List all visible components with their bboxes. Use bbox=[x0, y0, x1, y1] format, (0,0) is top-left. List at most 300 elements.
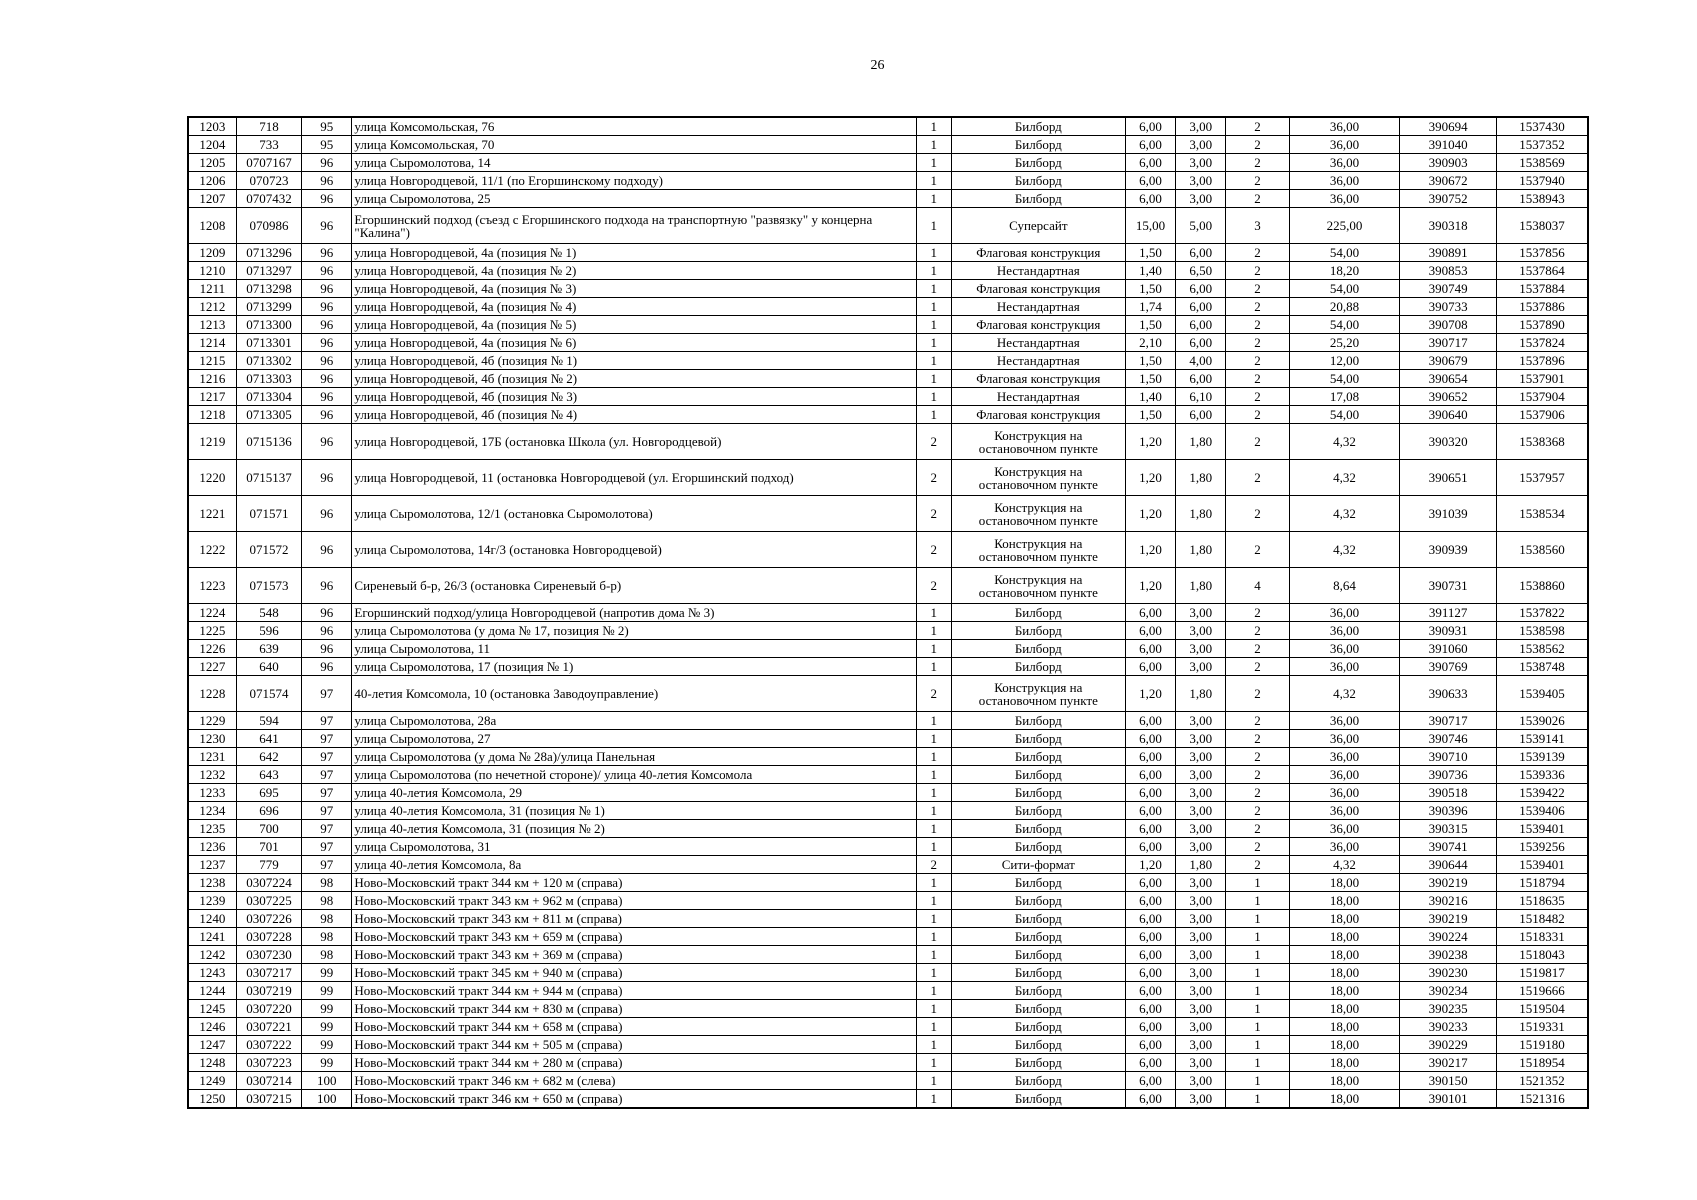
cell-address: улица 40-летия Комсомола, 29 bbox=[352, 784, 916, 802]
cell-cls: 1 bbox=[916, 208, 951, 244]
cell-x: 390318 bbox=[1400, 208, 1497, 244]
cell-n: 1225 bbox=[188, 622, 236, 640]
cell-y: 1537906 bbox=[1496, 406, 1588, 424]
cell-h: 5,00 bbox=[1176, 208, 1226, 244]
cell-y: 1538562 bbox=[1496, 640, 1588, 658]
cell-type: Флаговая конструкция bbox=[951, 316, 1125, 334]
cell-cls: 1 bbox=[916, 802, 951, 820]
cell-h: 3,00 bbox=[1176, 892, 1226, 910]
cell-x: 391039 bbox=[1400, 496, 1497, 532]
cell-code: 639 bbox=[236, 640, 301, 658]
cell-type: Билборд bbox=[951, 712, 1125, 730]
cell-w: 1,74 bbox=[1125, 298, 1175, 316]
cell-address: Ново-Московский тракт 343 км + 369 м (справа) bbox=[352, 946, 916, 964]
table-row bbox=[188, 424, 1588, 460]
cell-y: 1537904 bbox=[1496, 388, 1588, 406]
cell-cls: 1 bbox=[916, 892, 951, 910]
cell-sides: 1 bbox=[1226, 964, 1289, 982]
cell-sides: 2 bbox=[1226, 676, 1289, 712]
table-row bbox=[188, 1054, 1588, 1072]
cell-n: 1236 bbox=[188, 838, 236, 856]
cell-area: 225,00 bbox=[1289, 208, 1400, 244]
cell-sides: 2 bbox=[1226, 604, 1289, 622]
cell-area: 18,00 bbox=[1289, 910, 1400, 928]
cell-address: Ново-Московский тракт 344 км + 658 м (справа) bbox=[352, 1018, 916, 1036]
cell-w: 6,00 bbox=[1125, 1036, 1175, 1054]
cell-x: 390640 bbox=[1400, 406, 1497, 424]
cell-code: 0713298 bbox=[236, 280, 301, 298]
cell-zone: 99 bbox=[302, 1054, 352, 1072]
cell-zone: 97 bbox=[302, 676, 352, 712]
cell-x: 390749 bbox=[1400, 280, 1497, 298]
cell-w: 6,00 bbox=[1125, 154, 1175, 172]
cell-area: 4,32 bbox=[1289, 496, 1400, 532]
cell-code: 071574 bbox=[236, 676, 301, 712]
cell-code: 696 bbox=[236, 802, 301, 820]
cell-area: 18,00 bbox=[1289, 964, 1400, 982]
cell-code: 0713300 bbox=[236, 316, 301, 334]
cell-zone: 95 bbox=[302, 117, 352, 136]
cell-x: 390717 bbox=[1400, 712, 1497, 730]
cell-w: 6,00 bbox=[1125, 622, 1175, 640]
table-row bbox=[188, 964, 1588, 982]
cell-sides: 2 bbox=[1226, 388, 1289, 406]
cell-code: 0307225 bbox=[236, 892, 301, 910]
cell-x: 390238 bbox=[1400, 946, 1497, 964]
cell-address: улица Сыромолотова (по нечетной стороне)/ улица 40-летия Комсомола bbox=[352, 766, 916, 784]
cell-area: 18,00 bbox=[1289, 874, 1400, 892]
cell-w: 1,50 bbox=[1125, 406, 1175, 424]
cell-code: 0307217 bbox=[236, 964, 301, 982]
table-row bbox=[188, 388, 1588, 406]
cell-address: улица Новгородцевой, 4а (позиция № 6) bbox=[352, 334, 916, 352]
cell-area: 54,00 bbox=[1289, 316, 1400, 334]
cell-sides: 1 bbox=[1226, 910, 1289, 928]
cell-x: 390939 bbox=[1400, 532, 1497, 568]
cell-code: 0713296 bbox=[236, 244, 301, 262]
cell-h: 3,00 bbox=[1176, 640, 1226, 658]
cell-type: Нестандартная bbox=[951, 262, 1125, 280]
cell-y: 1538368 bbox=[1496, 424, 1588, 460]
cell-code: 640 bbox=[236, 658, 301, 676]
cell-area: 36,00 bbox=[1289, 154, 1400, 172]
cell-address: улица 40-летия Комсомола, 31 (позиция № 1) bbox=[352, 802, 916, 820]
cell-address: улица Новгородцевой, 4б (позиция № 3) bbox=[352, 388, 916, 406]
cell-address: улица Комсомольская, 76 bbox=[352, 117, 916, 136]
cell-area: 18,00 bbox=[1289, 946, 1400, 964]
cell-n: 1206 bbox=[188, 172, 236, 190]
cell-y: 1519504 bbox=[1496, 1000, 1588, 1018]
cell-address: Ново-Московский тракт 344 км + 944 м (справа) bbox=[352, 982, 916, 1000]
cell-code: 596 bbox=[236, 622, 301, 640]
cell-code: 718 bbox=[236, 117, 301, 136]
cell-n: 1227 bbox=[188, 658, 236, 676]
table-row bbox=[188, 604, 1588, 622]
cell-h: 6,00 bbox=[1176, 334, 1226, 352]
cell-address: улица Сыромолотова (у дома № 17, позиция № 2) bbox=[352, 622, 916, 640]
cell-type: Билборд bbox=[951, 1018, 1125, 1036]
cell-code: 0713302 bbox=[236, 352, 301, 370]
cell-code: 0307222 bbox=[236, 1036, 301, 1054]
cell-y: 1537886 bbox=[1496, 298, 1588, 316]
table-row bbox=[188, 658, 1588, 676]
cell-x: 390694 bbox=[1400, 117, 1497, 136]
cell-y: 1539405 bbox=[1496, 676, 1588, 712]
cell-type: Билборд bbox=[951, 658, 1125, 676]
cell-sides: 2 bbox=[1226, 712, 1289, 730]
cell-h: 6,10 bbox=[1176, 388, 1226, 406]
cell-x: 390651 bbox=[1400, 460, 1497, 496]
cell-y: 1537430 bbox=[1496, 117, 1588, 136]
cell-w: 6,00 bbox=[1125, 117, 1175, 136]
cell-y: 1538037 bbox=[1496, 208, 1588, 244]
cell-address: Ново-Московский тракт 344 км + 505 м (справа) bbox=[352, 1036, 916, 1054]
cell-y: 1538569 bbox=[1496, 154, 1588, 172]
cell-n: 1218 bbox=[188, 406, 236, 424]
cell-x: 390652 bbox=[1400, 388, 1497, 406]
cell-type: Флаговая конструкция bbox=[951, 406, 1125, 424]
cell-code: 642 bbox=[236, 748, 301, 766]
cell-n: 1228 bbox=[188, 676, 236, 712]
cell-area: 12,00 bbox=[1289, 352, 1400, 370]
cell-h: 6,00 bbox=[1176, 406, 1226, 424]
cell-h: 1,80 bbox=[1176, 532, 1226, 568]
cell-zone: 99 bbox=[302, 982, 352, 1000]
cell-h: 1,80 bbox=[1176, 568, 1226, 604]
cell-sides: 1 bbox=[1226, 1054, 1289, 1072]
cell-x: 390903 bbox=[1400, 154, 1497, 172]
cell-sides: 2 bbox=[1226, 838, 1289, 856]
cell-y: 1538943 bbox=[1496, 190, 1588, 208]
cell-x: 390518 bbox=[1400, 784, 1497, 802]
cell-w: 6,00 bbox=[1125, 1072, 1175, 1090]
cell-area: 25,20 bbox=[1289, 334, 1400, 352]
table-row bbox=[188, 154, 1588, 172]
cell-zone: 96 bbox=[302, 172, 352, 190]
cell-w: 6,00 bbox=[1125, 604, 1175, 622]
cell-w: 6,00 bbox=[1125, 838, 1175, 856]
cell-address: улица Новгородцевой, 4а (позиция № 5) bbox=[352, 316, 916, 334]
cell-cls: 1 bbox=[916, 640, 951, 658]
cell-h: 3,00 bbox=[1176, 136, 1226, 154]
cell-zone: 98 bbox=[302, 928, 352, 946]
table-row bbox=[188, 298, 1588, 316]
cell-zone: 98 bbox=[302, 892, 352, 910]
cell-zone: 97 bbox=[302, 820, 352, 838]
cell-area: 36,00 bbox=[1289, 172, 1400, 190]
cell-x: 390224 bbox=[1400, 928, 1497, 946]
cell-cls: 2 bbox=[916, 424, 951, 460]
cell-x: 390741 bbox=[1400, 838, 1497, 856]
cell-w: 6,00 bbox=[1125, 712, 1175, 730]
table-row bbox=[188, 262, 1588, 280]
cell-x: 390219 bbox=[1400, 910, 1497, 928]
cell-address: улица Новгородцевой, 11 (остановка Новгородцевой (ул. Егоршинский подход) bbox=[352, 460, 916, 496]
cell-type: Конструкция на остановочном пункте bbox=[951, 568, 1125, 604]
cell-x: 390217 bbox=[1400, 1054, 1497, 1072]
cell-sides: 2 bbox=[1226, 406, 1289, 424]
cell-code: 0713304 bbox=[236, 388, 301, 406]
cell-code: 0307214 bbox=[236, 1072, 301, 1090]
cell-cls: 1 bbox=[916, 136, 951, 154]
cell-address: улица Сыромолотова, 17 (позиция № 1) bbox=[352, 658, 916, 676]
cell-sides: 1 bbox=[1226, 892, 1289, 910]
table-row bbox=[188, 712, 1588, 730]
table-row bbox=[188, 460, 1588, 496]
cell-sides: 2 bbox=[1226, 730, 1289, 748]
cell-code: 548 bbox=[236, 604, 301, 622]
cell-x: 390396 bbox=[1400, 802, 1497, 820]
cell-code: 695 bbox=[236, 784, 301, 802]
cell-y: 1537864 bbox=[1496, 262, 1588, 280]
cell-y: 1539336 bbox=[1496, 766, 1588, 784]
cell-address: Ново-Московский тракт 343 км + 659 м (справа) bbox=[352, 928, 916, 946]
cell-zone: 98 bbox=[302, 874, 352, 892]
cell-cls: 1 bbox=[916, 244, 951, 262]
cell-x: 390654 bbox=[1400, 370, 1497, 388]
cell-type: Билборд bbox=[951, 1000, 1125, 1018]
cell-zone: 97 bbox=[302, 766, 352, 784]
cell-zone: 97 bbox=[302, 856, 352, 874]
cell-zone: 96 bbox=[302, 298, 352, 316]
cell-cls: 1 bbox=[916, 1054, 951, 1072]
cell-zone: 96 bbox=[302, 640, 352, 658]
cell-area: 4,32 bbox=[1289, 460, 1400, 496]
cell-x: 390717 bbox=[1400, 334, 1497, 352]
cell-y: 1539026 bbox=[1496, 712, 1588, 730]
cell-cls: 1 bbox=[916, 748, 951, 766]
cell-h: 3,00 bbox=[1176, 982, 1226, 1000]
table-row bbox=[188, 676, 1588, 712]
cell-sides: 2 bbox=[1226, 262, 1289, 280]
cell-zone: 96 bbox=[302, 532, 352, 568]
cell-n: 1224 bbox=[188, 604, 236, 622]
table-row bbox=[188, 1072, 1588, 1090]
table-row bbox=[188, 208, 1588, 244]
cell-w: 1,50 bbox=[1125, 370, 1175, 388]
cell-h: 3,00 bbox=[1176, 820, 1226, 838]
cell-x: 390708 bbox=[1400, 316, 1497, 334]
cell-type: Билборд bbox=[951, 730, 1125, 748]
cell-w: 6,00 bbox=[1125, 172, 1175, 190]
cell-w: 2,10 bbox=[1125, 334, 1175, 352]
cell-y: 1539422 bbox=[1496, 784, 1588, 802]
cell-code: 0307215 bbox=[236, 1090, 301, 1109]
cell-n: 1237 bbox=[188, 856, 236, 874]
table-row bbox=[188, 370, 1588, 388]
cell-code: 641 bbox=[236, 730, 301, 748]
cell-cls: 1 bbox=[916, 1072, 951, 1090]
cell-n: 1214 bbox=[188, 334, 236, 352]
cell-sides: 2 bbox=[1226, 802, 1289, 820]
cell-x: 390679 bbox=[1400, 352, 1497, 370]
cell-code: 070986 bbox=[236, 208, 301, 244]
cell-cls: 1 bbox=[916, 910, 951, 928]
cell-cls: 1 bbox=[916, 820, 951, 838]
cell-y: 1518482 bbox=[1496, 910, 1588, 928]
cell-zone: 96 bbox=[302, 208, 352, 244]
cell-x: 390733 bbox=[1400, 298, 1497, 316]
cell-area: 36,00 bbox=[1289, 622, 1400, 640]
cell-zone: 95 bbox=[302, 136, 352, 154]
cell-sides: 2 bbox=[1226, 298, 1289, 316]
cell-y: 1537896 bbox=[1496, 352, 1588, 370]
cell-w: 6,00 bbox=[1125, 766, 1175, 784]
cell-h: 6,50 bbox=[1176, 262, 1226, 280]
cell-type: Флаговая конструкция bbox=[951, 280, 1125, 298]
cell-n: 1248 bbox=[188, 1054, 236, 1072]
cell-n: 1229 bbox=[188, 712, 236, 730]
cell-zone: 98 bbox=[302, 946, 352, 964]
cell-w: 6,00 bbox=[1125, 964, 1175, 982]
cell-n: 1217 bbox=[188, 388, 236, 406]
cell-n: 1203 bbox=[188, 117, 236, 136]
cell-n: 1230 bbox=[188, 730, 236, 748]
cell-h: 3,00 bbox=[1176, 946, 1226, 964]
cell-w: 1,20 bbox=[1125, 496, 1175, 532]
cell-x: 390229 bbox=[1400, 1036, 1497, 1054]
cell-x: 390731 bbox=[1400, 568, 1497, 604]
cell-area: 54,00 bbox=[1289, 244, 1400, 262]
cell-area: 54,00 bbox=[1289, 370, 1400, 388]
cell-x: 390710 bbox=[1400, 748, 1497, 766]
cell-y: 1519331 bbox=[1496, 1018, 1588, 1036]
cell-cls: 2 bbox=[916, 460, 951, 496]
cell-area: 18,00 bbox=[1289, 1000, 1400, 1018]
cell-address: улица Новгородцевой, 4а (позиция № 3) bbox=[352, 280, 916, 298]
cell-x: 390891 bbox=[1400, 244, 1497, 262]
cell-n: 1234 bbox=[188, 802, 236, 820]
cell-w: 6,00 bbox=[1125, 136, 1175, 154]
cell-cls: 2 bbox=[916, 496, 951, 532]
cell-n: 1220 bbox=[188, 460, 236, 496]
cell-address: улица 40-летия Комсомола, 8а bbox=[352, 856, 916, 874]
cell-code: 0307228 bbox=[236, 928, 301, 946]
cell-cls: 2 bbox=[916, 532, 951, 568]
cell-address: улица Новгородцевой, 4а (позиция № 4) bbox=[352, 298, 916, 316]
table-row bbox=[188, 748, 1588, 766]
cell-sides: 2 bbox=[1226, 370, 1289, 388]
cell-code: 0713305 bbox=[236, 406, 301, 424]
table-row bbox=[188, 874, 1588, 892]
cell-cls: 1 bbox=[916, 172, 951, 190]
cell-sides: 2 bbox=[1226, 856, 1289, 874]
cell-cls: 1 bbox=[916, 117, 951, 136]
cell-zone: 96 bbox=[302, 370, 352, 388]
cell-x: 390320 bbox=[1400, 424, 1497, 460]
cell-area: 4,32 bbox=[1289, 856, 1400, 874]
cell-w: 6,00 bbox=[1125, 892, 1175, 910]
cell-code: 0713303 bbox=[236, 370, 301, 388]
cell-h: 1,80 bbox=[1176, 460, 1226, 496]
cell-sides: 1 bbox=[1226, 1018, 1289, 1036]
cell-n: 1245 bbox=[188, 1000, 236, 1018]
cell-area: 36,00 bbox=[1289, 730, 1400, 748]
cell-zone: 96 bbox=[302, 262, 352, 280]
cell-n: 1212 bbox=[188, 298, 236, 316]
cell-y: 1521316 bbox=[1496, 1090, 1588, 1109]
cell-h: 3,00 bbox=[1176, 117, 1226, 136]
page-number: 26 bbox=[870, 58, 885, 73]
cell-x: 390752 bbox=[1400, 190, 1497, 208]
cell-h: 1,80 bbox=[1176, 676, 1226, 712]
cell-type: Нестандартная bbox=[951, 352, 1125, 370]
cell-h: 3,00 bbox=[1176, 964, 1226, 982]
table-row bbox=[188, 136, 1588, 154]
cell-address: улица Сыромолотова, 14 bbox=[352, 154, 916, 172]
table-row bbox=[188, 784, 1588, 802]
cell-type: Билборд bbox=[951, 766, 1125, 784]
cell-sides: 1 bbox=[1226, 1072, 1289, 1090]
cell-sides: 2 bbox=[1226, 172, 1289, 190]
cell-n: 1247 bbox=[188, 1036, 236, 1054]
cell-y: 1519180 bbox=[1496, 1036, 1588, 1054]
cell-address: улица Сыромолотова (у дома № 28а)/улица Панельная bbox=[352, 748, 916, 766]
cell-sides: 2 bbox=[1226, 640, 1289, 658]
cell-n: 1226 bbox=[188, 640, 236, 658]
cell-h: 6,00 bbox=[1176, 370, 1226, 388]
cell-h: 3,00 bbox=[1176, 712, 1226, 730]
cell-sides: 2 bbox=[1226, 460, 1289, 496]
cell-type: Билборд bbox=[951, 1036, 1125, 1054]
cell-sides: 2 bbox=[1226, 820, 1289, 838]
cell-type: Флаговая конструкция bbox=[951, 244, 1125, 262]
cell-w: 6,00 bbox=[1125, 1090, 1175, 1109]
cell-sides: 1 bbox=[1226, 928, 1289, 946]
cell-zone: 97 bbox=[302, 802, 352, 820]
cell-sides: 2 bbox=[1226, 190, 1289, 208]
cell-n: 1239 bbox=[188, 892, 236, 910]
cell-area: 18,00 bbox=[1289, 1090, 1400, 1109]
cell-sides: 2 bbox=[1226, 658, 1289, 676]
cell-area: 54,00 bbox=[1289, 406, 1400, 424]
cell-address: Ново-Московский тракт 346 км + 650 м (справа) bbox=[352, 1090, 916, 1109]
cell-type: Билборд bbox=[951, 604, 1125, 622]
cell-type: Билборд bbox=[951, 190, 1125, 208]
cell-n: 1243 bbox=[188, 964, 236, 982]
cell-address: улица Новгородцевой, 4б (позиция № 1) bbox=[352, 352, 916, 370]
cell-w: 6,00 bbox=[1125, 1000, 1175, 1018]
cell-cls: 1 bbox=[916, 874, 951, 892]
cell-n: 1216 bbox=[188, 370, 236, 388]
cell-w: 1,50 bbox=[1125, 280, 1175, 298]
cell-cls: 1 bbox=[916, 658, 951, 676]
cell-h: 3,00 bbox=[1176, 1090, 1226, 1109]
cell-w: 6,00 bbox=[1125, 874, 1175, 892]
cell-n: 1238 bbox=[188, 874, 236, 892]
cell-area: 36,00 bbox=[1289, 640, 1400, 658]
cell-w: 6,00 bbox=[1125, 820, 1175, 838]
table-row bbox=[188, 190, 1588, 208]
cell-address: улица Комсомольская, 70 bbox=[352, 136, 916, 154]
cell-y: 1538748 bbox=[1496, 658, 1588, 676]
cell-type: Нестандартная bbox=[951, 298, 1125, 316]
cell-sides: 2 bbox=[1226, 496, 1289, 532]
cell-zone: 96 bbox=[302, 190, 352, 208]
cell-area: 36,00 bbox=[1289, 838, 1400, 856]
cell-h: 3,00 bbox=[1176, 622, 1226, 640]
cell-n: 1213 bbox=[188, 316, 236, 334]
cell-address: Ново-Московский тракт 343 км + 962 м (справа) bbox=[352, 892, 916, 910]
cell-sides: 2 bbox=[1226, 117, 1289, 136]
cell-sides: 2 bbox=[1226, 244, 1289, 262]
cell-cls: 1 bbox=[916, 280, 951, 298]
cell-cls: 1 bbox=[916, 298, 951, 316]
cell-area: 36,00 bbox=[1289, 820, 1400, 838]
cell-y: 1519817 bbox=[1496, 964, 1588, 982]
cell-n: 1241 bbox=[188, 928, 236, 946]
cell-type: Билборд bbox=[951, 784, 1125, 802]
